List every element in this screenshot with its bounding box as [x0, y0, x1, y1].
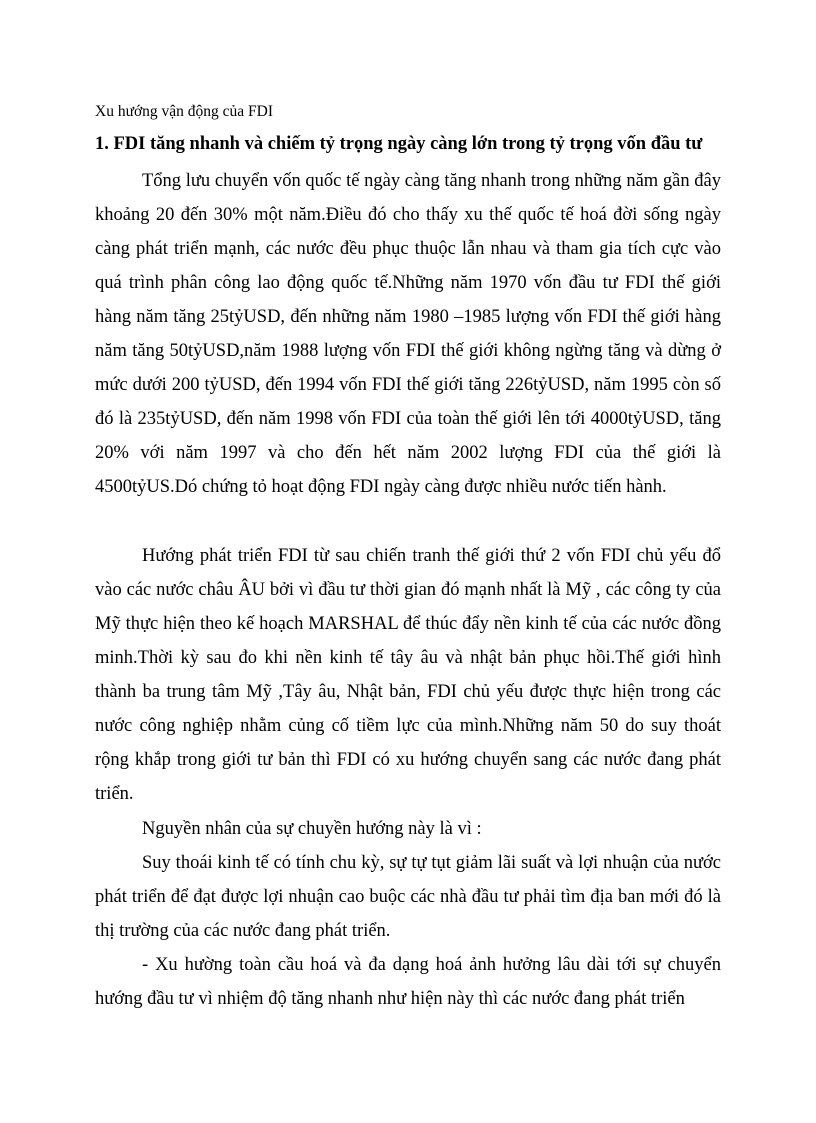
- section-label: Xu hướng vận động của FDI: [95, 103, 274, 120]
- paragraph-cause-intro: Nguyền nhân của sự chuyền hướng này là vì :: [142, 819, 482, 839]
- section-heading: 1. FDI tăng nhanh và chiếm tỷ trọng ngày càng lớn trong tỷ trọng vốn đầu tư: [95, 134, 703, 154]
- paragraph-globalization-cause: - Xu hường toàn cầu hoá và đa dạng hoá ảnh hưởng lâu dài tới sự chuyển hướng đầu tư vì nhiệm độ tăng nhanh như hiện này thì các nước đang phát triển: [95, 955, 721, 1009]
- paragraph-fdi-direction: Hướng phát triển FDI từ sau chiến tranh thế giới thứ 2 vốn FDI chủ yếu đổ vào các nước châu ÂU bởi vì đầu tư thời gian đó mạnh nhất là Mỹ , các công ty của Mỹ thực hiện theo kế hoạch MARSHAL để thúc đẩy nền kinh tế của các nước đồng minh.Thời kỳ sau đo khi nền kinh tế tây âu và nhật bản phục hồi.Thế giới hình thành ba trung tâm Mỹ ,Tây âu, Nhật bản, FDI chủ yếu được thực hiện trong các nước công nghiệp nhằm củng cố tiềm lực của mình.Những năm 50 do suy thoát rộng khắp trong giới tư bản thì FDI có xu hướng chuyển sang các nước đang phát triển.: [95, 546, 721, 804]
- paragraph-recession-cause: Suy thoái kinh tế có tính chu kỳ, sự tự tụt giảm lãi suất và lợi nhuận của nước phát triển để đạt được lợi nhuận cao buộc các nhà đầu tư phải tìm địa ban mới đó là thị trường của các nước đang phát triển.: [95, 853, 721, 941]
- paragraph-fdi-growth: Tổng lưu chuyển vốn quốc tế ngày càng tăng nhanh trong những năm gần đây khoảng 20 đến 30% một năm.Điều đó cho thấy xu thế quốc tế hoá đời sống ngày càng phát triển mạnh, các nước đều phục thuộc lẫn nhau và tham gia tích cực vào quá trình phân công lao động quốc tế.Những năm 1970 vốn đầu tư FDI thế giới hàng năm tăng 25tỷUSD, đến những năm 1980 –1985 lượng vốn FDI thế giới hàng năm tăng 50tỷUSD,năm 1988 lượng vốn FDI thế giới không ngừng tăng và dừng ở mức dưới 200 tỷUSD, đến 1994 vốn FDI thế giới tăng 226tỷUSD, năm 1995 còn số đó là 235tỷUSD, đến năm 1998 vốn FDI của toàn thế giới lên tới 4000tỷUSD, tăng 20% với năm 1997 và cho đến hết năm 2002 lượng FDI của thế giới là 4500tỷUS.Dó chứng tỏ hoạt động FDI ngày càng được nhiều nước tiến hành.: [95, 171, 721, 497]
